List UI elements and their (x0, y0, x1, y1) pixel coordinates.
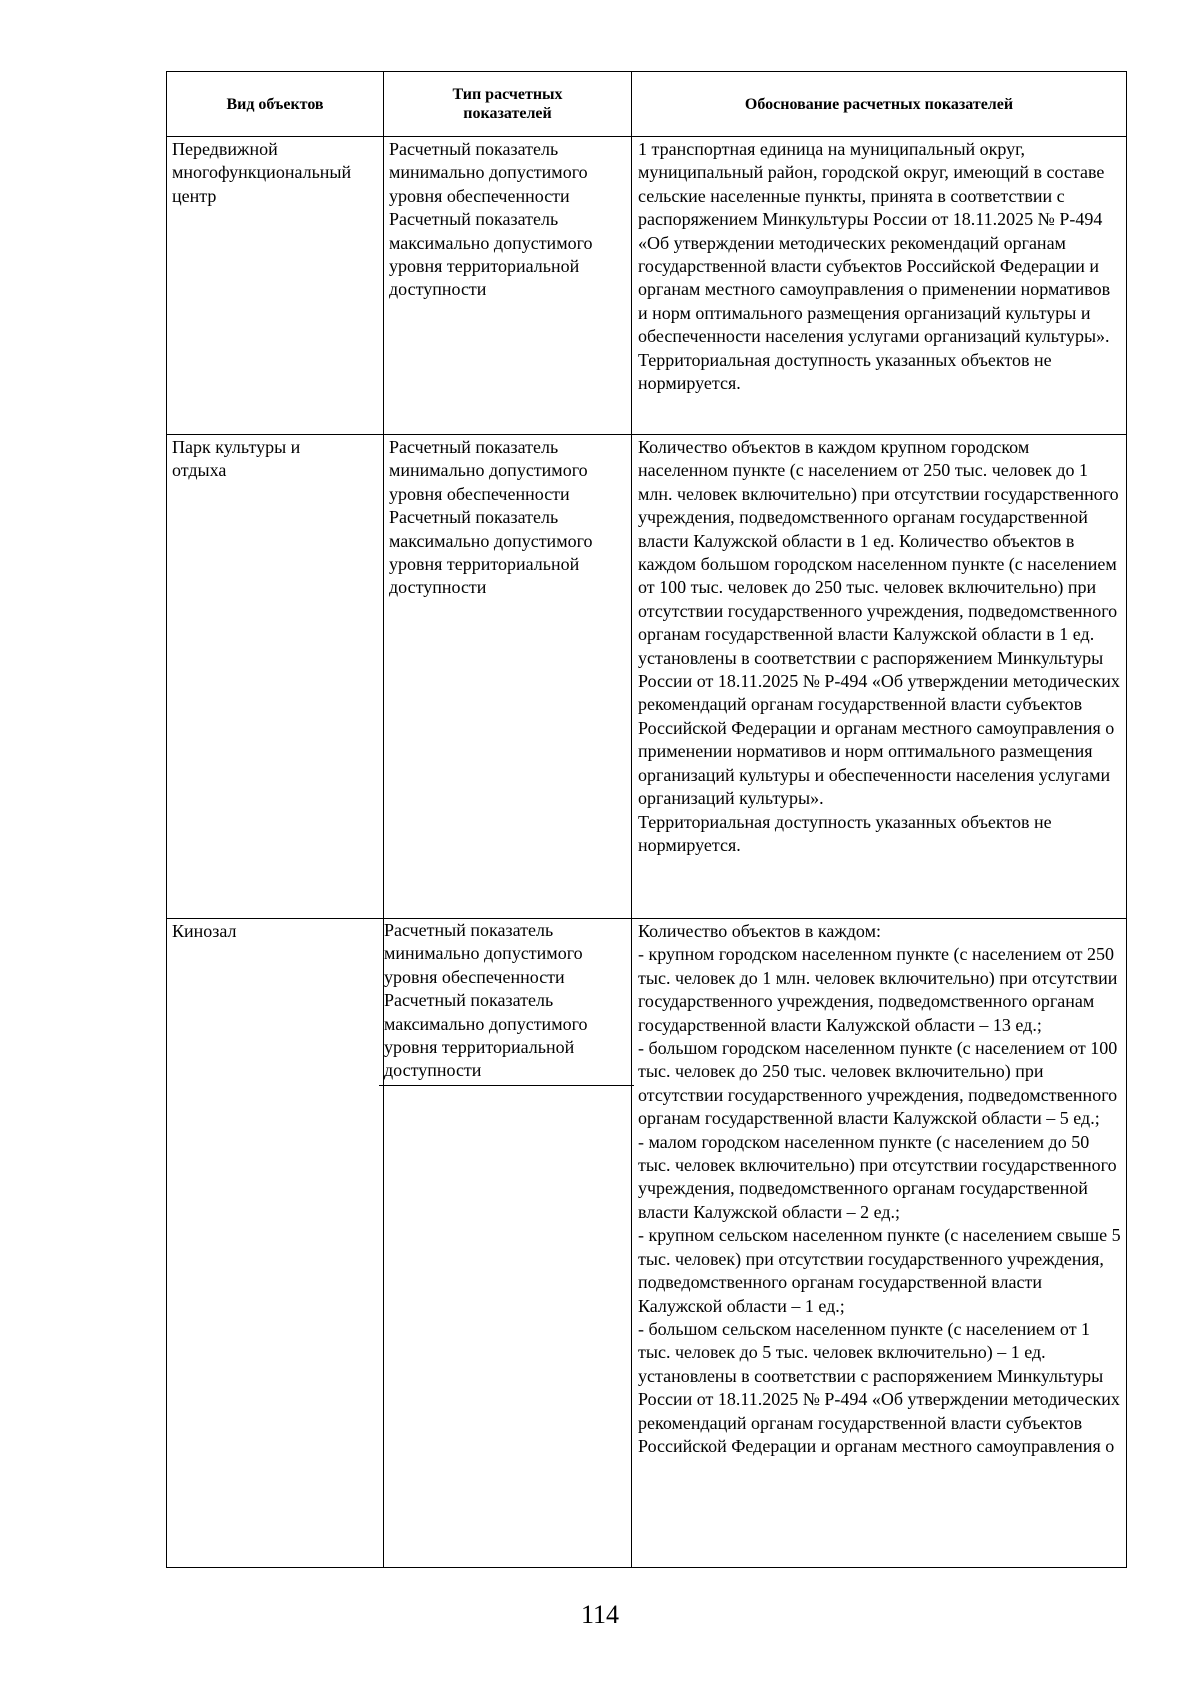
justification-paragraph: Количество объектов в каждом: (638, 921, 881, 941)
cell-type (384, 919, 632, 1568)
table-row (167, 435, 1127, 919)
justification-paragraph: - большом сельском населенном пункте (с населением от 1 тыс. человек до 5 тыс. человек включительно) – 1 ед. установлены в соответствии с распоряжением Минкультуры России от 18.11.2025 № Р-494 «Об утверждении методических рекомендаций органам государственной власти субъектов Российской Федерации и органам местного самоуправления о (638, 1318, 1120, 1456)
indicator-type: Расчетный показатель минимально допустимого уровня обеспеченности Расчетный показатель максимально допустимого уровня территориальной доступности (379, 919, 634, 1086)
cell-type (384, 137, 632, 435)
page-number: 114 (580, 1600, 620, 1629)
cell-type (384, 435, 632, 919)
justification-paragraph: 1 транспортная единица на муниципальный округ, муниципальный район, городской округ, имеющий в составе сельские населенные пункты, принята в соответствии с распоряжением Минкультуры России от 18.11.2025 № Р-494 «Об утверждении методических рекомендаций органам государственной власти субъектов Российской Федерации и органам местного самоуправления о применении нормативов и норм оптимального размещения организаций культуры и обеспеченности населения услугами организаций культуры». (638, 139, 1111, 347)
justification-paragraph: - крупном городском населенном пункте (с населением от 250 тыс. человек до 1 млн. человек включительно) при отсутствии государственного учреждения, подведомственного органам государственной власти Калужской области – 13 ед.; (638, 944, 1118, 1035)
cell-object (167, 919, 384, 1568)
cell-justification (632, 137, 1127, 435)
table-header-row (167, 72, 1127, 137)
cell-object (167, 137, 384, 435)
cell-justification (632, 919, 1127, 1568)
header-indicator-type: Тип расчетных показателей (384, 72, 632, 137)
object-name: Передвижной многофункциональный центр (172, 139, 352, 206)
object-name: Парк культуры и отдыха (172, 437, 301, 481)
cell-object (167, 435, 384, 919)
object-name: Кинозал (172, 921, 237, 941)
justification-paragraph: Количество объектов в каждом крупном городском населенном пункте (с населением от 250 тыс. человек до 1 млн. человек включительно) при отсутствии государственного учреждения, подведомственного органам государственной власти Калужской области в 1 ед. Количество объектов в каждом большом городском населенном пункте (с населением от 100 тыс. человек до 250 тыс. человек включительно) при отсутствии государственного учреждения, подведомственного органам государственной власти Калужской области в 1 ед. установлены в соответствии с распоряжением Минкультуры России от 18.11.2025 № Р-494 «Об утверждении методических рекомендаций органам государственной власти субъектов Российской Федерации и органам местного самоуправления о применении нормативов и норм оптимального размещения организаций культуры и обеспеченности населения услугами организаций культуры». (638, 437, 1120, 809)
header-justification: Обоснование расчетных показателей (632, 72, 1127, 137)
table-row (167, 919, 1127, 1568)
justification-paragraph: Территориальная доступность указанных объектов не нормируется. (638, 811, 1052, 855)
standards-table (166, 71, 1127, 1568)
justification-paragraph: - большом городском населенном пункте (с населением от 100 тыс. человек до 250 тыс. человек включительно) при отсутствии государственного учреждения, подведомственного органам государственной власти Калужской области – 5 ед.; (638, 1038, 1118, 1129)
justification-paragraph: Территориальная доступность указанных объектов не нормируется. (638, 349, 1052, 394)
cell-justification (632, 435, 1127, 919)
indicator-type: Расчетный показатель минимально допустимого уровня обеспеченности Расчетный показатель максимально допустимого уровня территориальной доступности (389, 139, 593, 300)
justification-paragraph: - малом городском населенном пункте (с населением до 50 тыс. человек включительно) при отсутствии государственного учреждения, подведомственного органам государственной власти Калужской области – 2 ед.; (638, 1131, 1117, 1222)
indicator-type: Расчетный показатель минимально допустимого уровня обеспеченности Расчетный показатель максимально допустимого уровня территориальной доступности (389, 437, 593, 598)
justification-paragraph: - крупном сельском населенном пункте (с населением свыше 5 тыс. человек) при отсутствии государственного учреждения, подведомственного органам государственной власти Калужской области – 1 ед.; (638, 1225, 1121, 1316)
header-object-type: Вид объектов (167, 72, 384, 137)
table-row (167, 137, 1127, 435)
